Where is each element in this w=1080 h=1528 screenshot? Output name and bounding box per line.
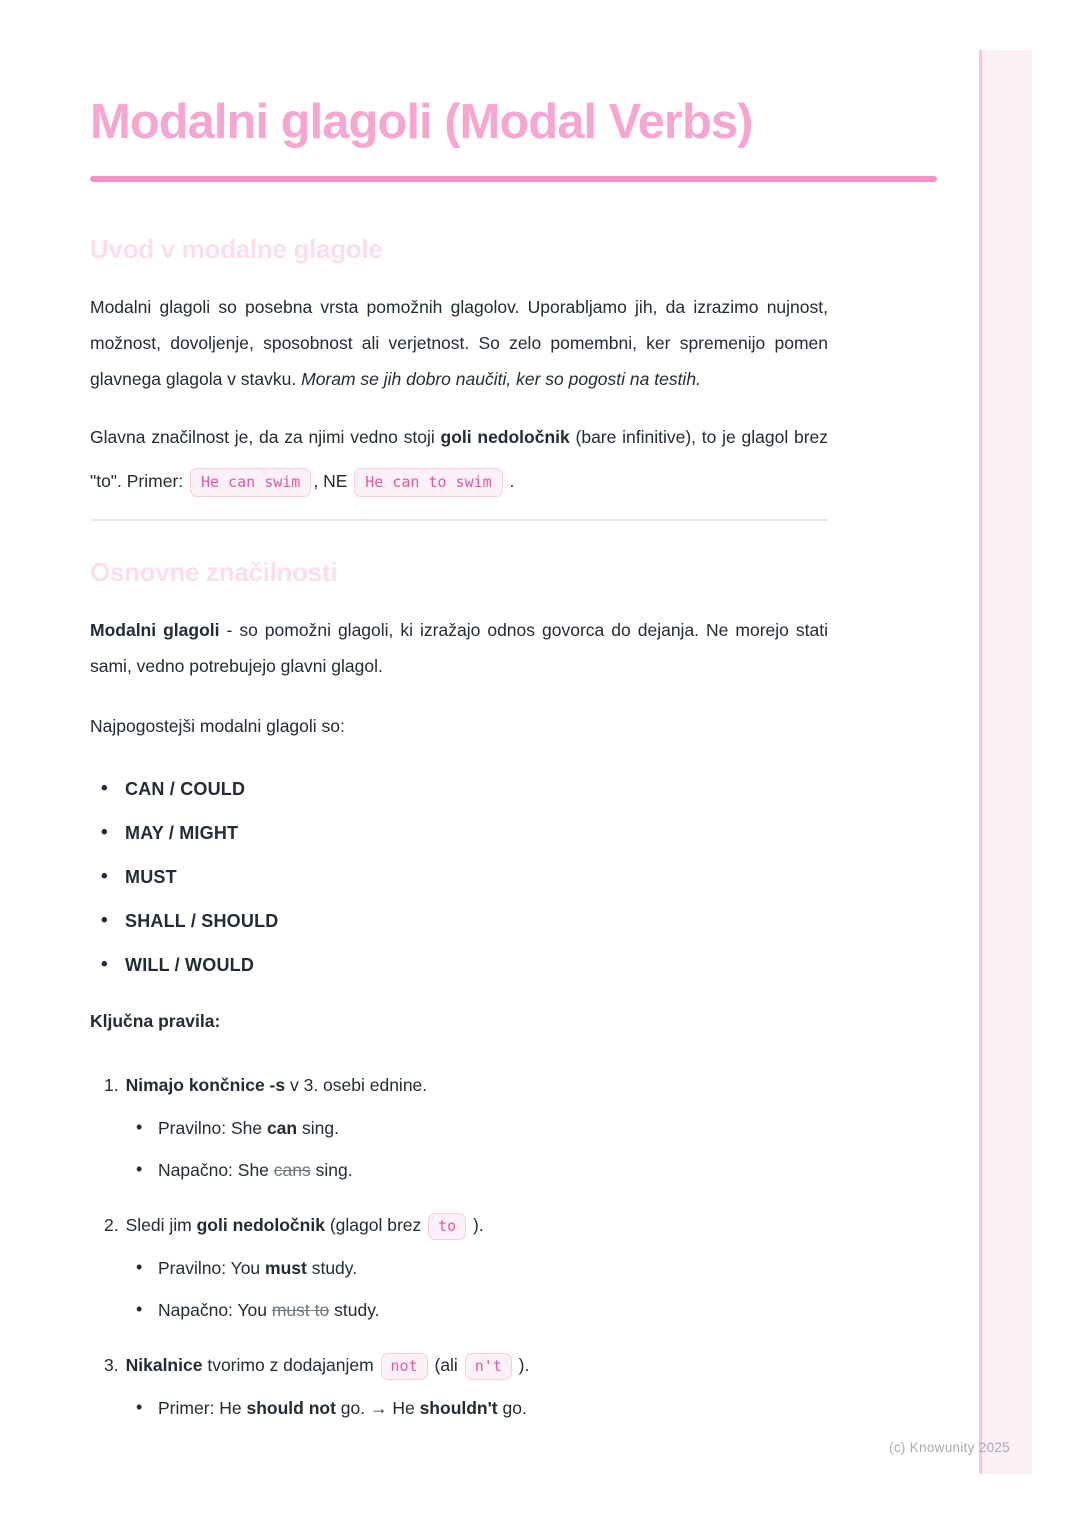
rule-example-primer [90, 1394, 828, 1423]
rules-list [90, 1069, 828, 1423]
rule-head [90, 1069, 828, 1101]
list-item-may-might: • MAY / MIGHT [90, 824, 828, 843]
paragraph-text: Glavna značilnost je, da za njimi vedno stoji [90, 426, 441, 447]
example-text: sing. [310, 1159, 353, 1180]
bold-term: can [266, 1117, 298, 1138]
bare-infinitive-paragraph [90, 415, 828, 503]
intro-paragraph [90, 289, 828, 397]
list-item-must: • MUST [90, 868, 828, 887]
rule-number: 3. [104, 1354, 119, 1375]
example-text: Napačno: She [158, 1159, 274, 1180]
bold-term: Nimajo končnice -s [125, 1074, 286, 1095]
paragraph-text: - so pomožni glagoli, ki izražajo odnos govorca do dejanja. Ne morejo stati sami, vedno potrebujejo glavni glagol. [90, 619, 828, 676]
rule-text: ). [468, 1214, 484, 1235]
list-item-will-would: • WILL / WOULD [90, 956, 828, 975]
rule-text: v 3. osebi ednine. [285, 1074, 428, 1095]
modal-verbs-list [90, 780, 828, 975]
bold-term: must [265, 1257, 307, 1278]
rule-text: (ali [429, 1354, 463, 1375]
basics-paragraph [90, 612, 828, 684]
rule-text: ). [513, 1354, 530, 1375]
paragraph-text: , NE [313, 470, 353, 491]
paragraph-text: . [504, 470, 515, 491]
example-text: study. [329, 1299, 380, 1320]
rule-item-1 [90, 1069, 828, 1185]
section-heading-osnovne: Osnovne značilnosti [90, 556, 338, 587]
bold-term: Modalni glagoli [90, 619, 220, 640]
section-heading-uvod: Uvod v modalne glagole [90, 233, 383, 264]
rules-title: Ključna pravila: [90, 1010, 221, 1031]
strikethrough-term: must to [271, 1299, 330, 1320]
example-text: study. [306, 1257, 358, 1278]
strikethrough-term: cans [273, 1159, 311, 1180]
page-title: Modalni glagoli (Modal Verbs) [90, 95, 753, 149]
copyright-note: (c) Knowunity 2025 [889, 1440, 1010, 1455]
example-text: Napačno: You [158, 1299, 272, 1320]
side-accent-bar [979, 50, 1032, 1474]
bold-term: shouldn't [419, 1397, 498, 1418]
example-text: Primer: He [158, 1397, 247, 1418]
document-content [90, 0, 828, 1447]
list-item-shall-should: • SHALL / SHOULD [90, 912, 828, 931]
title-underline [90, 176, 937, 182]
rule-example-correct [90, 1114, 828, 1143]
rule-text: Sledi jim [125, 1214, 197, 1235]
rule-head [90, 1349, 828, 1381]
code-chip-nt: n't [465, 1353, 512, 1380]
code-chip-he-can-to-swim: He can to swim [354, 468, 502, 497]
code-chip-not: not [381, 1353, 428, 1380]
code-chip-to: to [428, 1213, 466, 1240]
rule-item-3 [90, 1349, 828, 1423]
bold-term: Nikalnice [125, 1354, 203, 1375]
rule-number: 2. [104, 1214, 119, 1235]
bold-term: goli nedoločnik [440, 426, 570, 447]
rule-text: tvorimo z dodajanjem [202, 1354, 379, 1375]
bold-term: goli nedoločnik [196, 1214, 325, 1235]
rule-text: (glagol brez [324, 1214, 427, 1235]
rule-example-wrong [90, 1296, 828, 1325]
section-divider [90, 519, 828, 521]
rule-example-wrong [90, 1156, 828, 1185]
rule-number: 1. [104, 1074, 119, 1095]
rule-example-correct [90, 1254, 828, 1283]
bold-term: should not [246, 1397, 336, 1418]
example-text: go. [497, 1397, 527, 1418]
example-text: Pravilno: She [158, 1117, 267, 1138]
list-item-can-could: • CAN / COULD [90, 780, 828, 799]
example-text: Pravilno: You [158, 1257, 266, 1278]
rule-item-2 [90, 1209, 828, 1325]
example-text: sing. [297, 1117, 339, 1138]
code-chip-he-can-swim: He can swim [190, 468, 311, 497]
intro-paragraph-text: Modalni glagoli so posebna vrsta pomožnih glagolov. Uporabljamo jih, da izrazimo nujnost, možnost, dovoljenje, sposobnost ali verjetnost. So zelo pomembni, ker spremenijo pomen glavnega glagola v stavku. [90, 296, 828, 389]
paragraph-text: (bare infinitive), to je glagol brez "to". Primer: [90, 426, 829, 491]
rule-head [90, 1209, 828, 1241]
example-text: go. → He [335, 1397, 420, 1418]
modals-intro-line: Najpogostejši modalni glagoli so: [90, 715, 345, 736]
intro-paragraph-italic: Moram se jih dobro naučiti, ker so pogosti na testih. [301, 368, 701, 389]
